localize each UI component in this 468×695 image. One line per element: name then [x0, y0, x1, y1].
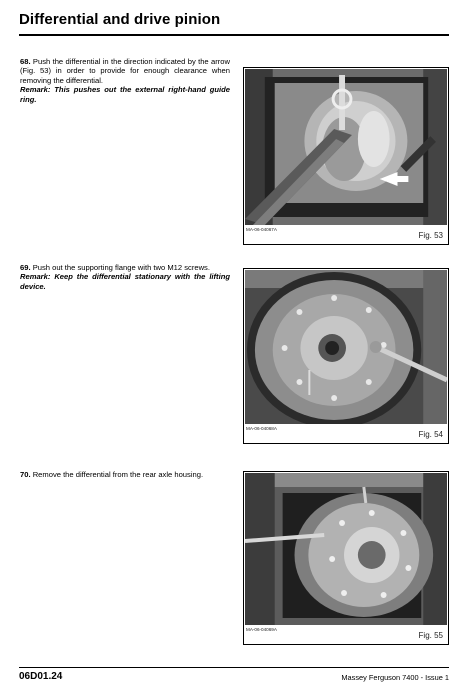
remark-label: Remark:	[20, 272, 51, 282]
photo-differential-removal	[245, 473, 447, 625]
figure-54	[243, 268, 449, 444]
step-number: 68.	[20, 57, 31, 66]
remark-label: Remark:	[20, 85, 51, 95]
figure-55	[243, 471, 449, 645]
figure-code: MA-06-04067A	[246, 227, 277, 232]
figure-label: Fig. 53	[418, 231, 443, 240]
figure-label: Fig. 54	[418, 430, 443, 439]
figure-label: Fig. 55	[418, 631, 443, 640]
step-69	[20, 263, 230, 291]
remark-text: Keep the differential stationary with the lifting device.	[20, 272, 230, 291]
figure-code: MA-06-04069A	[246, 627, 277, 632]
footer-section-code: 06D01.24	[19, 671, 63, 682]
title-rule	[19, 34, 449, 36]
step-70	[20, 470, 230, 479]
remark-text: This pushes out the external right-hand guide ring.	[20, 85, 230, 104]
step-number: 69.	[20, 263, 31, 272]
step-text: Push out the supporting flange with two M12 screws.	[32, 263, 210, 272]
footer-rule	[19, 667, 449, 668]
step-68	[20, 57, 230, 104]
step-text: Push the differential in the direction indicated by the arrow (Fig. 53) in order to provide for enough clearance when removing the differential.	[20, 57, 230, 85]
figure-53	[243, 67, 449, 245]
photo-supporting-flange	[245, 270, 447, 424]
footer-publication: Massey Ferguson 7400 - Issue 1	[341, 673, 449, 682]
figure-code: MA-06-04068A	[246, 426, 277, 431]
photo-differential-push	[245, 69, 447, 225]
step-number: 70.	[20, 470, 31, 479]
step-text: Remove the differential from the rear axle housing.	[32, 470, 204, 479]
page-title: Differential and drive pinion	[19, 11, 221, 28]
